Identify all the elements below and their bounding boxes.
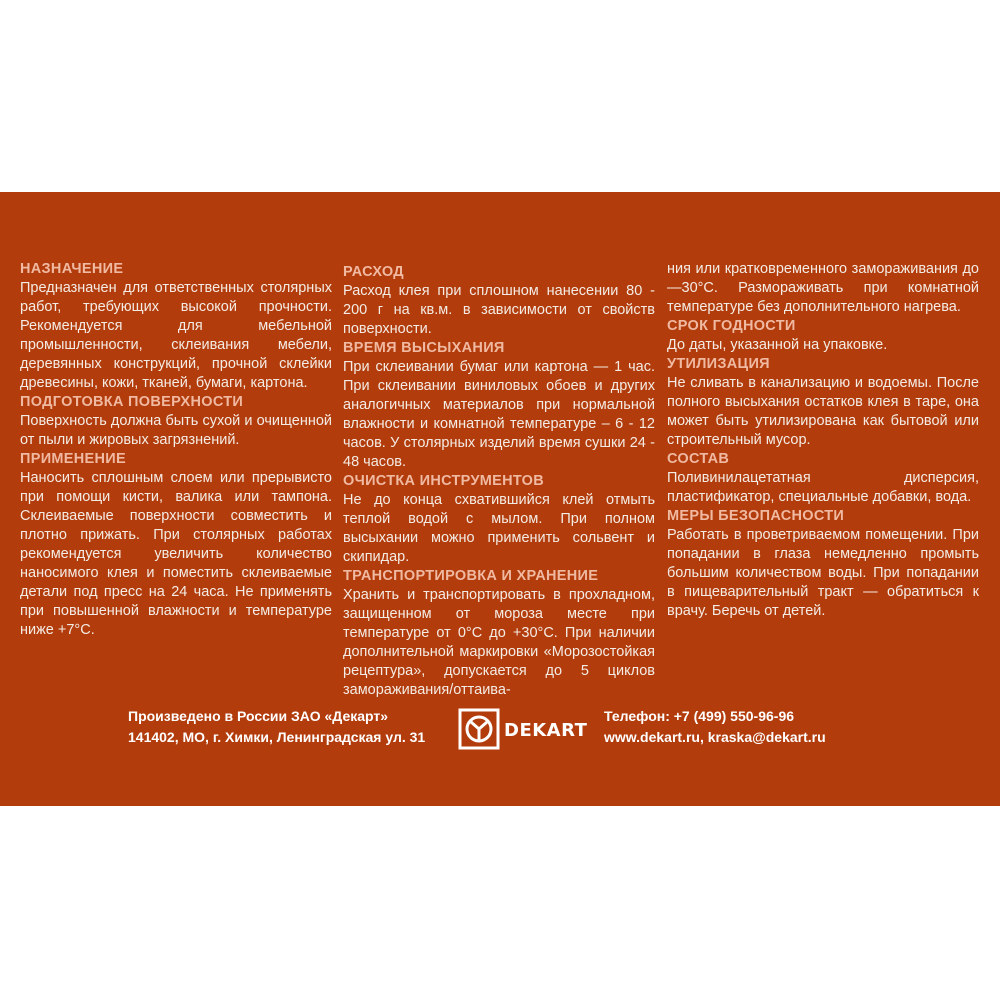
section-text-consumption: Расход клея при сплошном нанесении 80 - 200 г на кв.м. в зависимости от свойств поверхности.	[343, 283, 655, 337]
product-label	[0, 192, 1000, 806]
column-right	[667, 260, 979, 621]
section-heading-tool-cleaning: ОЧИСТКА ИНСТРУМЕНТОВ	[343, 473, 545, 489]
address-text: 141402, МО, г. Химки, Ленинградская ул. 31	[128, 729, 426, 745]
dekart-emblem-icon	[458, 708, 500, 750]
section-heading-transport-storage: ТРАНСПОРТИРОВКА И ХРАНЕНИЕ	[343, 568, 599, 584]
section-text-storage-continued: ния или кратковременного замораживания до —30°C. Размораживать при комнатной температуре без дополнительного нагрева.	[667, 261, 979, 315]
section-text-drying-time: При склеивании бумаг или картона — 1 час. При склеивании виниловых обоев и других аналогичных материалов при нормальной влажности и комнатной температуре – 6 - 12 часов. У столярных изделий время сушки 24 - 48 часов.	[343, 359, 655, 470]
section-heading-shelf-life: СРОК ГОДНОСТИ	[667, 318, 796, 334]
section-heading-safety: МЕРЫ БЕЗОПАСНОСТИ	[667, 508, 845, 524]
section-text-surface-prep: Поверхность должна быть сухой и очищенной от пыли и жировых загрязнений.	[20, 413, 332, 448]
manufacturer-info	[128, 706, 448, 748]
section-heading-disposal: УТИЛИЗАЦИЯ	[667, 356, 770, 372]
section-text-safety: Работать в проветриваемом помещении. При попадании в глаза немедленно промыть большим количеством воды. При попадании в пищеварительный тракт — обратиться к врачу. Беречь от детей.	[667, 527, 979, 619]
section-heading-drying-time: ВРЕМЯ ВЫСЫХАНИЯ	[343, 340, 505, 356]
made-in-text: Произведено в России ЗАО «Декарт»	[128, 708, 389, 724]
section-heading-composition: СОСТАВ	[667, 451, 730, 467]
section-text-transport-storage: Хранить и транспортировать в прохладном, защищенном от мороза месте при температуре от 0°C до +30°C. При наличии дополнительной маркировки «Морозостойкая рецептура», допускается до 5 циклов замораживания/оттаива-	[343, 587, 655, 698]
section-text-disposal: Не сливать в канализацию и водоемы. После полного высыхания остатков клея в таре, она может быть утилизирована как бытовой или строительный мусор.	[667, 375, 979, 448]
web-email-text: www.dekart.ru, kraska@dekart.ru	[604, 729, 826, 745]
contact-info	[604, 706, 964, 748]
section-text-application: Наносить сплошным слоем или прерывисто при помощи кисти, валика или тампона. Склеиваемые поверхности совместить и плотно прижать. При столярных работах рекомендуется увеличить количество наносимого клея и поместить склеиваемые детали под пресс на 24 часа. Не применять при повышенной влажности и температуре ниже +7°C.	[20, 470, 332, 638]
section-heading-consumption: РАСХОД	[343, 264, 404, 280]
column-middle	[343, 263, 655, 700]
section-heading-surface-prep: ПОДГОТОВКА ПОВЕРХНОСТИ	[20, 394, 244, 410]
phone-text: Телефон: +7 (499) 550-96-96	[604, 708, 795, 724]
section-heading-application: ПРИМЕНЕНИЕ	[20, 451, 126, 467]
section-text-composition: Поливинилацетатная дисперсия, пластификатор, специальные добавки, вода.	[667, 470, 979, 505]
section-text-purpose: Предназначен для ответственных столярных работ, требующих высокой прочности. Рекомендуется для мебельной промышленности, склеивания мебели, деревянных конструкций, прочной склейки древесины, кожи, тканей, бумаги, картона.	[20, 280, 332, 391]
logo-wordmark: DEKART	[504, 720, 588, 741]
section-text-tool-cleaning: Не до конца схватившийся клей отмыть теплой водой с мылом. При полном высыхании можно применить сольвент и скипидар.	[343, 492, 655, 565]
label-footer	[0, 706, 1000, 766]
section-text-shelf-life: До даты, указанной на упаковке.	[667, 337, 888, 353]
column-left	[20, 260, 332, 640]
section-heading-purpose: НАЗНАЧЕНИЕ	[20, 261, 124, 277]
dekart-logo	[458, 708, 588, 752]
